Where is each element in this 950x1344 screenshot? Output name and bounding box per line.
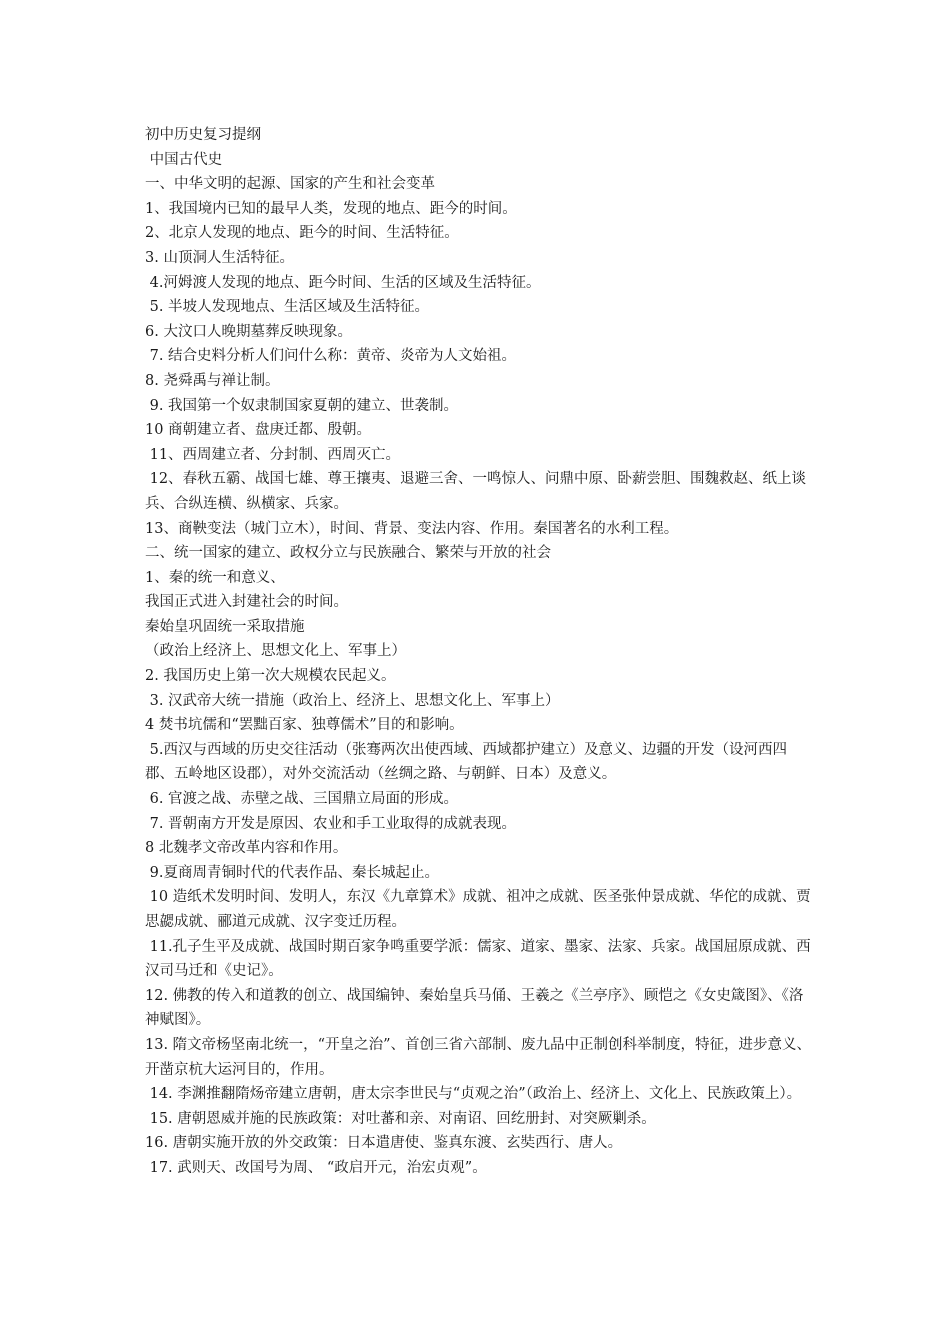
section-heading: 中国古代史 — [145, 151, 223, 168]
text-line: 16. 唐朝实施开放的外交政策：日本遣唐使、鉴真东渡、玄奘西行、唐人。 — [145, 1135, 623, 1152]
text-line: 8. 尧舜禹与禅让制。 — [145, 372, 280, 389]
chapter-heading: 一、中华文明的起源、国家的产生和社会变革 — [145, 176, 435, 193]
text-line: 6. 官渡之战、赤壁之战、三国鼎立局面的形成。 — [145, 791, 459, 808]
text-line: 10 造纸术发明时间、发明人，东汉《九章算术》成就、祖冲之成就、医圣张仲景成就、华佗的成就、贾思勰成就、郦道元成就、汉字变迁历程。 — [145, 889, 811, 930]
text-line: 12. 佛教的传入和道教的创立、战国编钟、秦始皇兵马俑、王羲之《兰亭序》、顾恺之《女史箴图》、《洛神赋图》。 — [145, 987, 804, 1029]
document-body — [145, 123, 815, 1181]
text-line: 1、我国境内已知的最早人类，发现的地点、距今的时间。 — [145, 200, 517, 217]
text-line: 12、春秋五霸、战国七雄、尊王攘夷、退避三舍、一鸣惊人、问鼎中原、卧薪尝胆、围魏救赵、纸上谈兵、合纵连横、纵横家、兵家。 — [145, 471, 807, 512]
text-line: 2、北京人发现的地点、距今的时间、生活特征。 — [145, 225, 459, 242]
text-line: 1、秦的统一和意义、 — [145, 569, 285, 586]
text-line: 5.西汉与西域的历史交往活动（张骞两次出使西域、西域都护建立）及意义、边疆的开发（设河西四郡、五岭地区设郡），对外交流活动（丝绸之路、与朝鲜、日本）及意义。 — [145, 741, 787, 783]
text-line: 11、西周建立者、分封制、西周灭亡。 — [145, 446, 401, 463]
text-line: 我国正式进入封建社会的时间。 — [145, 594, 348, 611]
text-line: 17. 武则天、改国号为周、 “政启开元，治宏贞观”。 — [145, 1159, 487, 1176]
text-line: 13、商鞅变法（城门立木），时间、背景、变法内容、作用。秦国著名的水利工程。 — [145, 520, 679, 537]
text-line: 2. 我国历史上第一次大规模农民起义。 — [145, 668, 396, 685]
text-line: 10 商朝建立者、盘庚迁都、殷朝。 — [145, 422, 372, 439]
text-line: 6. 大汶口人晚期墓葬反映现象。 — [145, 323, 352, 340]
text-line: 15. 唐朝恩威并施的民族政策：对吐蕃和亲、对南诏、回纥册封、对突厥剿杀。 — [145, 1110, 656, 1127]
text-line: 11.孔子生平及成就、战国时期百家争鸣重要学派：儒家、道家、墨家、法家、兵家。战国屈原成就、西汉司马迁和《史记》。 — [145, 938, 811, 980]
text-line: 3. 山顶洞人生活特征。 — [145, 249, 294, 266]
text-line: 8 北魏孝文帝改革内容和作用。 — [145, 840, 348, 857]
text-line: 14. 李渊推翻隋炀帝建立唐朝，唐太宗李世民与“贞观之治”（政治上、经济上、文化上、民族政策上）。 — [145, 1086, 802, 1103]
text-line: 7. 结合史料分析人们问什么称：黄帝、炎帝为人文始祖。 — [145, 348, 517, 365]
text-line: 4 焚书坑儒和“罢黜百家、独尊儒术”目的和影响。 — [145, 717, 464, 734]
text-line: 4.河姆渡人发现的地点、距今时间、生活的区域及生活特征。 — [145, 274, 541, 291]
text-line: （政治上经济上、思想文化上、军事上） — [145, 643, 406, 660]
text-line: 5. 半坡人发现地点、生活区域及生活特征。 — [145, 299, 430, 316]
text-line: 3. 汉武帝大统一措施（政治上、经济上、思想文化上、军事上） — [145, 692, 560, 709]
text-line: 9.夏商周青铜时代的代表作品、秦长城起止。 — [145, 864, 439, 881]
text-line: 7. 晋朝南方开发是原因、农业和手工业取得的成就表现。 — [145, 815, 517, 832]
text-line: 13. 隋文帝杨坚南北统一，“开皇之治”、首创三省六部制、废九品中正制创科举制度，特征，进步意义、开凿京杭大运河目的，作用。 — [145, 1036, 811, 1078]
doc-title: 初中历史复习提纲 — [145, 127, 261, 143]
text-line: 秦始皇巩固统一采取措施 — [145, 618, 305, 635]
chapter-heading: 二、统一国家的建立、政权分立与民族融合、繁荣与开放的社会 — [145, 545, 551, 562]
text-line: 9. 我国第一个奴隶制国家夏朝的建立、世袭制。 — [145, 397, 459, 414]
